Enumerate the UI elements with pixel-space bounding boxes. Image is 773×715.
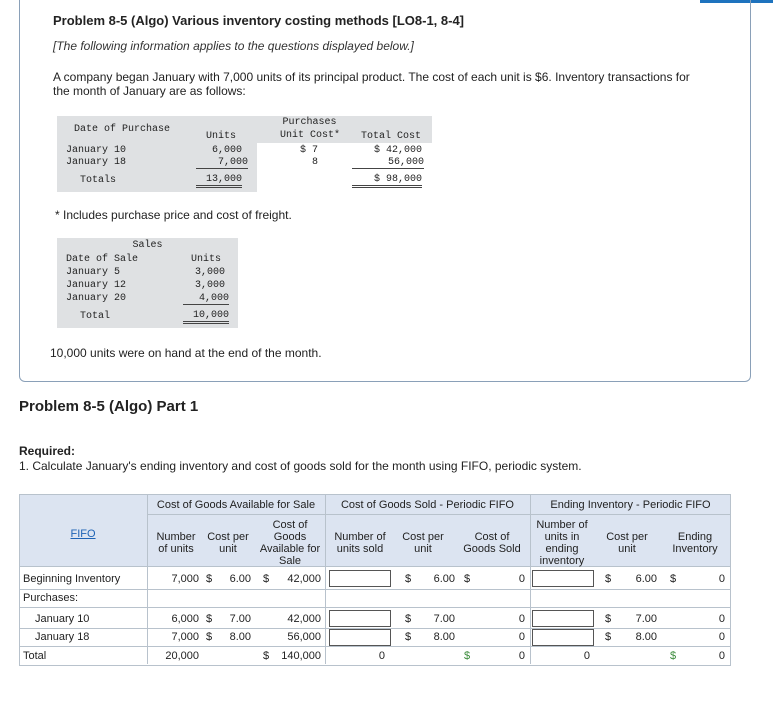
purchase-units: 6,000 <box>211 145 242 156</box>
total-units-sold: 0 <box>378 650 385 662</box>
h-num-units: Number of units <box>156 531 196 555</box>
sale-units: 3,000 <box>194 267 225 278</box>
jan18-units-end-input[interactable] <box>532 629 594 646</box>
dollar-sign: $ <box>206 613 213 625</box>
jan10-end-cost: 7.00 <box>635 613 657 625</box>
h-cogas: Cost of Goods Available for Sale <box>259 519 321 567</box>
jan18-units: 7,000 <box>171 631 199 643</box>
total-units-end: 0 <box>583 650 590 662</box>
totals-cost: $ 98,000 <box>352 174 422 188</box>
jan10-cost: 7.00 <box>229 613 251 625</box>
row-label-total: Total <box>23 650 47 662</box>
dollar-sign: $ <box>605 613 612 625</box>
totals-label: Totals <box>80 175 117 186</box>
dollar-sign: $ <box>405 573 412 585</box>
sale-date: January 12 <box>66 280 127 291</box>
jan10-units: 6,000 <box>171 613 199 625</box>
required-label: Required: <box>19 444 76 458</box>
jan18-cogs: 0 <box>518 631 525 643</box>
total-cogs: 0 <box>518 650 525 662</box>
row-rule <box>19 607 731 608</box>
jan18-cost: 8.00 <box>229 631 251 643</box>
dollar-sign: $ <box>464 573 471 585</box>
dollar-sign: $ <box>405 613 412 625</box>
purchase-date: January 18 <box>66 157 127 168</box>
group-rule <box>147 514 731 515</box>
col-unit-cost: Unit Cost* <box>279 130 340 141</box>
beginning-avail: 42,000 <box>287 573 321 585</box>
row-label-jan18: January 18 <box>35 631 90 643</box>
purchases-group-label: Purchases <box>282 117 337 128</box>
info-note: [The following information applies to the questions displayed below.] <box>53 39 414 53</box>
method-label: FIFO <box>70 528 96 540</box>
beginning-units: 7,000 <box>171 573 199 585</box>
dollar-sign: $ <box>206 631 213 643</box>
col-rule <box>325 494 326 664</box>
jan10-end-inv: 0 <box>718 613 725 625</box>
beginning-cost: 6.00 <box>229 573 251 585</box>
total-end-inv: 0 <box>718 650 725 662</box>
group-available: Cost of Goods Available for Sale <box>156 499 316 511</box>
sales-total-units: 10,000 <box>183 310 229 324</box>
h-units-end: Number of units in ending inventory <box>536 519 588 567</box>
group-ending: Ending Inventory - Periodic FIFO <box>550 499 711 511</box>
jan18-end-inv: 0 <box>718 631 725 643</box>
jan18-units-sold-input[interactable] <box>329 629 391 646</box>
purchase-unit-cost: $ 7 <box>299 145 318 156</box>
problem-title: Problem 8-5 (Algo) Various inventory costing methods [LO8-1, 8-4] <box>53 13 465 28</box>
sale-units: 4,000 <box>183 293 229 305</box>
row-label-jan10: January 10 <box>35 613 90 625</box>
group-sold: Cost of Goods Sold - Periodic FIFO <box>340 499 514 511</box>
purchase-date: January 10 <box>66 145 127 156</box>
h-ending-inv: Ending Inventory <box>672 531 718 555</box>
row-label-beginning: Beginning Inventory <box>23 573 121 585</box>
col-rule <box>530 494 531 664</box>
sale-units: 3,000 <box>194 280 225 291</box>
dollar-sign: $ <box>605 631 612 643</box>
h-cost-per-unit: Cost per unit <box>207 531 249 555</box>
sale-date: January 5 <box>66 267 121 278</box>
row-rule <box>19 589 731 590</box>
dollar-sign: $ <box>405 631 412 643</box>
sales-total-label: Total <box>80 311 111 322</box>
beginning-cogs: 0 <box>518 573 525 585</box>
jan18-end-cost: 8.00 <box>635 631 657 643</box>
required-text: 1. Calculate January's ending inventory and cost of goods sold for the month using FIFO, periodic system. <box>19 459 582 473</box>
beginning-units-sold-input[interactable] <box>329 570 391 587</box>
dollar-sign: $ <box>670 650 677 662</box>
sale-date: January 20 <box>66 293 127 304</box>
dollar-sign: $ <box>263 650 270 662</box>
col-units: Units <box>205 131 236 142</box>
jan18-sold-cost: 8.00 <box>433 631 455 643</box>
totals-units: 13,000 <box>196 174 242 188</box>
jan18-avail: 56,000 <box>287 631 321 643</box>
jan10-units-end-input[interactable] <box>532 610 594 627</box>
row-label-purchases: Purchases: <box>23 592 79 604</box>
col-sale-units: Units <box>190 254 221 265</box>
h-cost-per-unit-end: Cost per unit <box>606 531 648 555</box>
problem-description: A company began January with 7,000 units of its principal product. The cost of each unit is $6. Inventory transactions for the month of January are as follows: <box>53 70 690 98</box>
row-rule <box>19 646 731 647</box>
dollar-sign: $ <box>464 650 471 662</box>
jan10-cogs: 0 <box>518 613 525 625</box>
purchase-total-cost: 56,000 <box>352 157 424 169</box>
total-avail: 140,000 <box>281 650 321 662</box>
purchase-unit-cost: 8 <box>311 157 318 168</box>
end-note: 10,000 units were on hand at the end of the month. <box>50 346 322 360</box>
h-cogs: Cost of Goods Sold <box>463 531 521 555</box>
sales-group-label: Sales <box>132 240 163 251</box>
total-units: 20,000 <box>165 650 199 662</box>
col-date-sale: Date of Sale <box>66 254 139 265</box>
beginning-sold-cost: 6.00 <box>433 573 455 585</box>
col-date-purchase: Date of Purchase <box>74 124 171 135</box>
dollar-sign: $ <box>670 573 677 585</box>
purchase-total-cost: $ 42,000 <box>373 145 422 156</box>
jan10-avail: 42,000 <box>287 613 321 625</box>
purchase-units: 7,000 <box>196 157 248 169</box>
jan10-units-sold-input[interactable] <box>329 610 391 627</box>
beginning-end-cost: 6.00 <box>635 573 657 585</box>
h-units-sold: Number of units sold <box>334 531 386 555</box>
h-cost-per-unit-sold: Cost per unit <box>402 531 444 555</box>
jan10-sold-cost: 7.00 <box>433 613 455 625</box>
dollar-sign: $ <box>605 573 612 585</box>
freight-footnote: * Includes purchase price and cost of freight. <box>55 208 292 222</box>
beginning-end-inv: 0 <box>718 573 725 585</box>
header-rule <box>19 566 731 567</box>
col-rule <box>147 494 148 664</box>
col-total-cost: Total Cost <box>360 131 421 142</box>
beginning-units-end-input[interactable] <box>532 570 594 587</box>
dollar-sign: $ <box>263 573 270 585</box>
dollar-sign: $ <box>206 573 213 585</box>
part-title: Problem 8-5 (Algo) Part 1 <box>19 398 199 415</box>
fifo-worksheet <box>19 494 731 666</box>
